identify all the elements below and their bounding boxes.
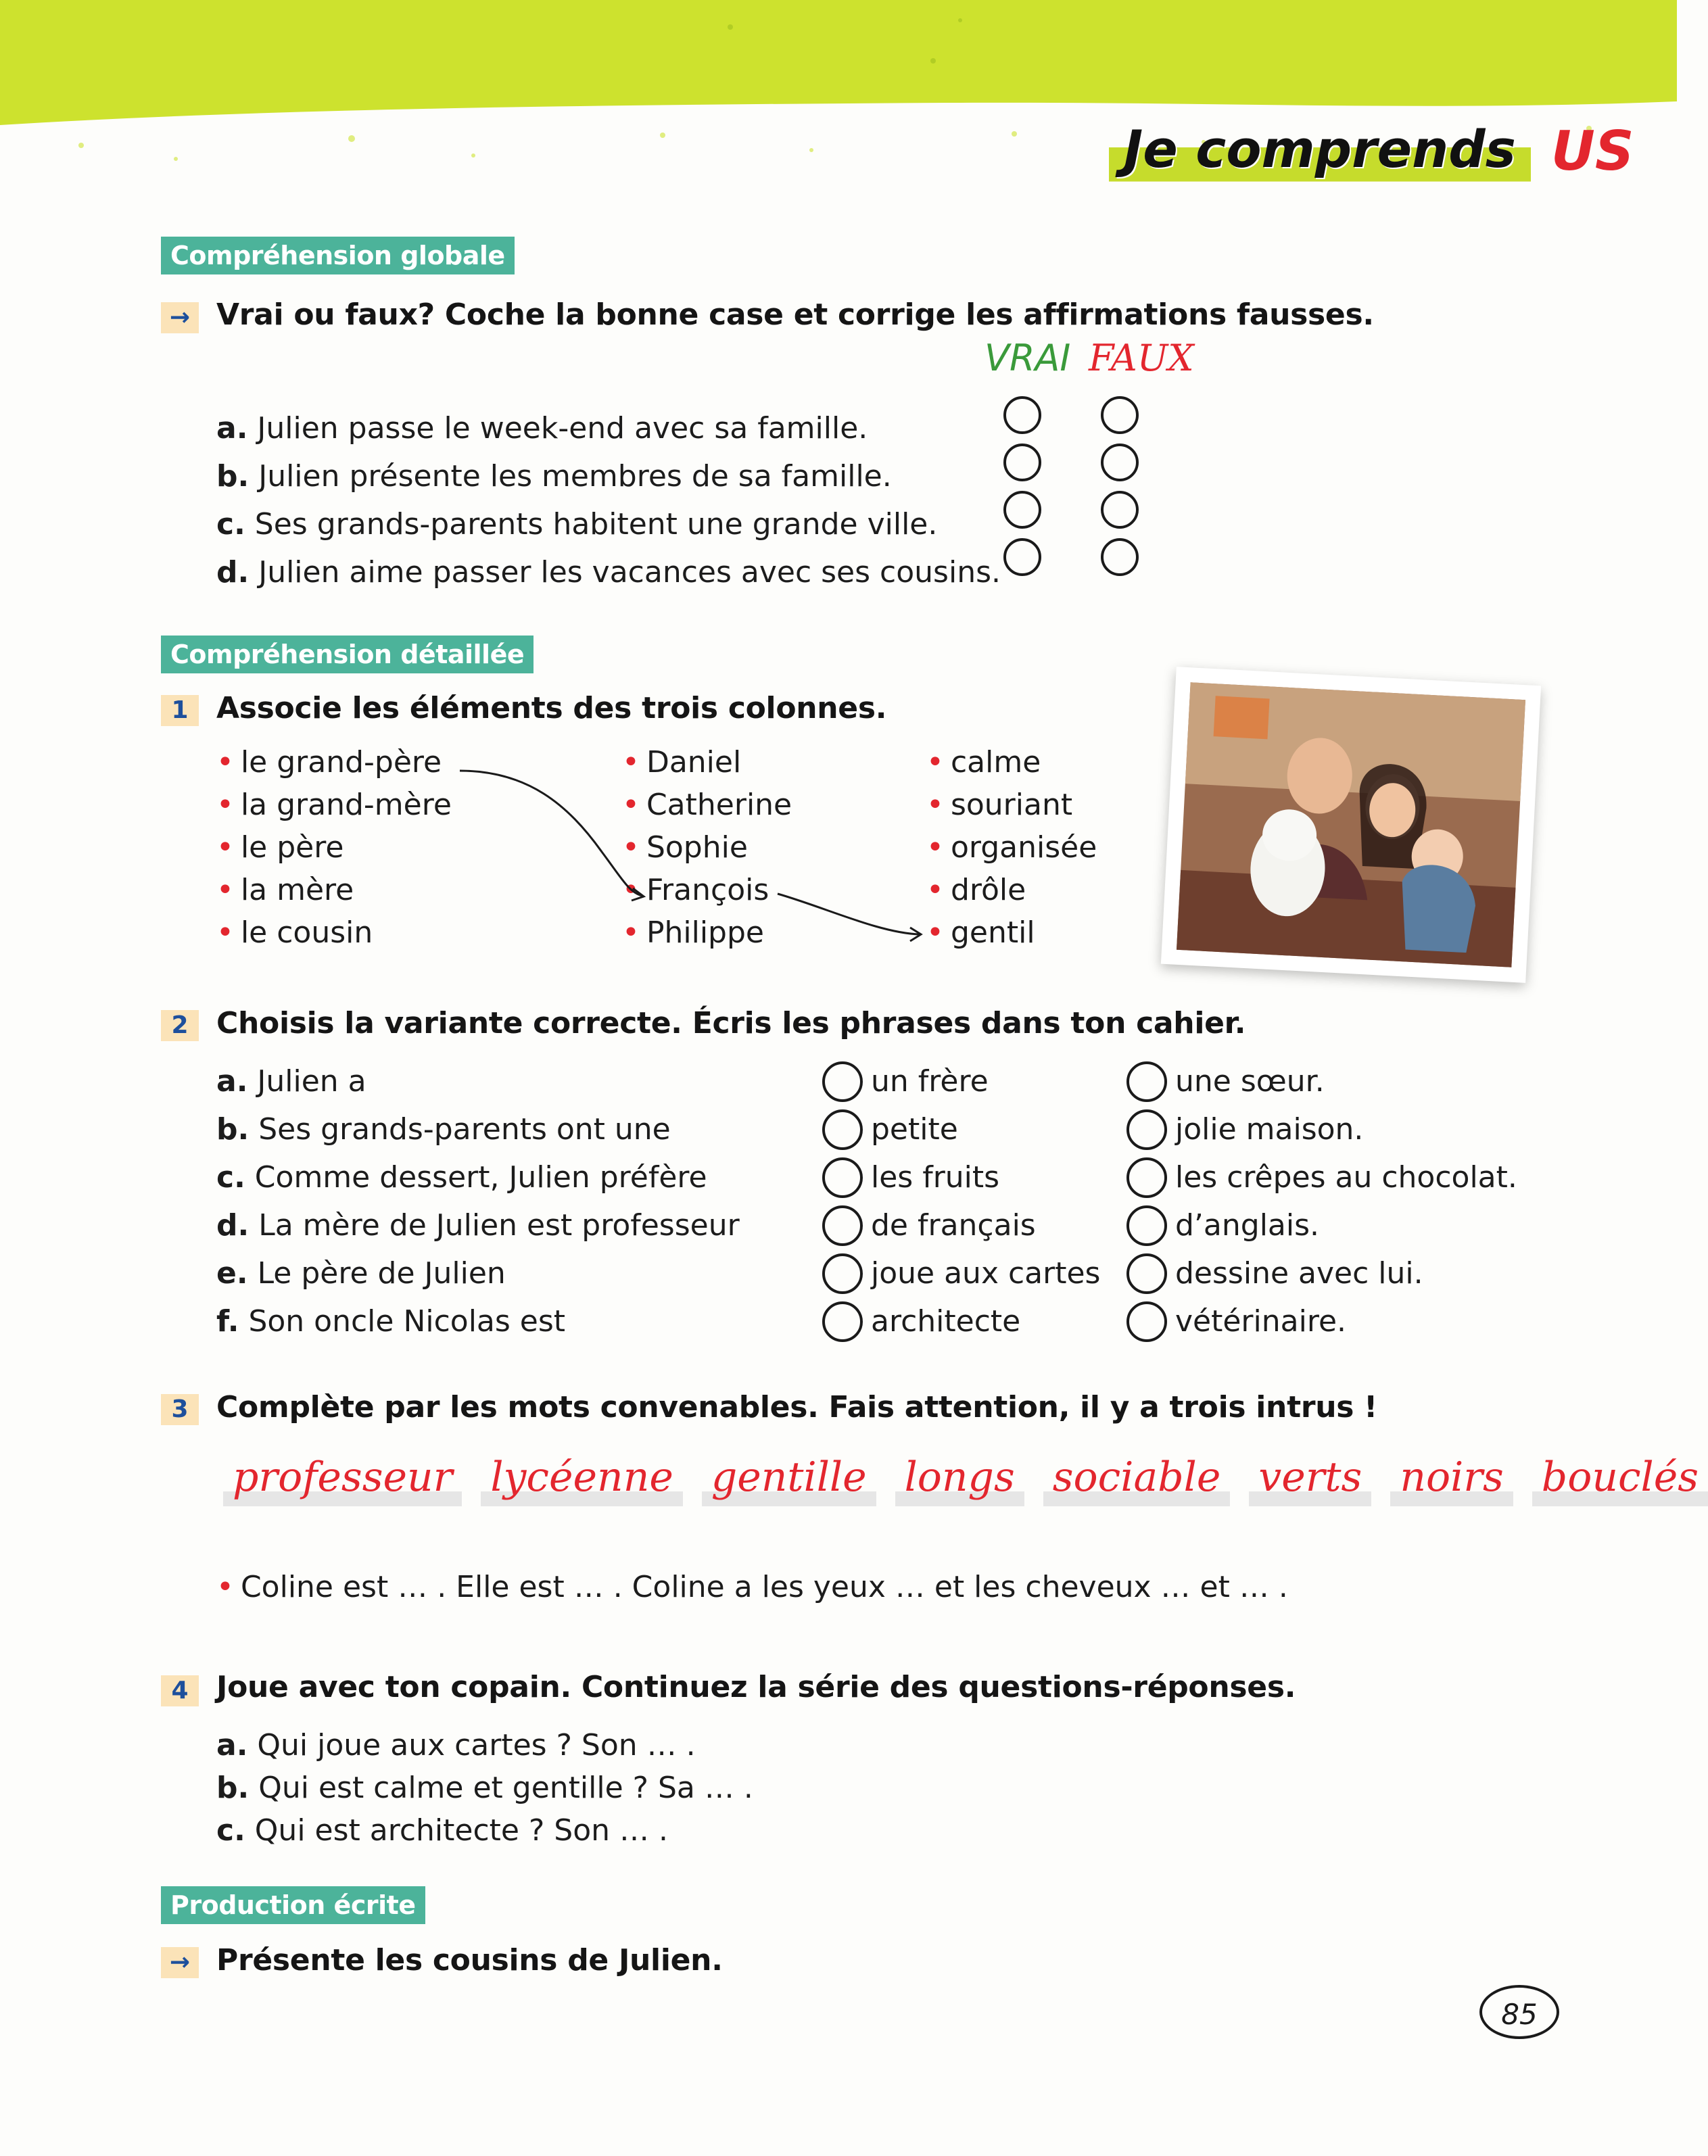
- section-tag-detailed: Compréhension détaillée: [161, 636, 533, 673]
- list-item: • la mère: [216, 873, 354, 907]
- false-checkbox-c[interactable]: [1101, 491, 1139, 529]
- option-row: [822, 1201, 1100, 1249]
- option-label: vétérinaire.: [1175, 1304, 1346, 1339]
- true-checkbox-c[interactable]: [1003, 491, 1041, 529]
- ex2-options-2: [1126, 1057, 1517, 1345]
- option-label: une sœur.: [1175, 1064, 1325, 1099]
- ex2-options-1: [822, 1057, 1100, 1345]
- option-radio[interactable]: [1126, 1157, 1167, 1198]
- word-tag: longs: [895, 1454, 1024, 1506]
- option-label: un frère: [871, 1064, 989, 1099]
- ex2-stem-a: a. Julien a: [216, 1064, 366, 1099]
- option-radio[interactable]: [822, 1301, 863, 1342]
- word-tag: bouclés: [1532, 1454, 1708, 1506]
- question-a: a. Qui joue aux cartes ? Son … .: [216, 1728, 696, 1763]
- word-tag: sociable: [1043, 1454, 1231, 1506]
- option-row: [1126, 1297, 1517, 1345]
- list-item: • organisée: [926, 830, 1097, 865]
- option-label: architecte: [871, 1304, 1021, 1339]
- matching-arrows: [446, 750, 947, 953]
- ex2-stems: [216, 1057, 740, 1345]
- option-row: [1126, 1057, 1517, 1105]
- page-title-suffix: US: [1550, 120, 1634, 183]
- list-item: • souriant: [926, 788, 1073, 822]
- option-radio[interactable]: [1126, 1253, 1167, 1294]
- instruction-ex3: Complète par les mots convenables. Fais attention, il y a trois intrus !: [216, 1390, 1377, 1424]
- option-radio[interactable]: [822, 1157, 863, 1198]
- list-item: • François: [622, 873, 769, 907]
- option-row: [822, 1057, 1100, 1105]
- page-number: 85: [1479, 1985, 1559, 2039]
- arrow-marker-icon: →: [161, 1947, 199, 1978]
- instruction-ex4: Joue avec ton copain. Continuez la série des questions-réponses.: [216, 1670, 1296, 1704]
- section-tag-global: Compréhension globale: [161, 237, 515, 274]
- list-item: • le grand-père: [216, 745, 442, 780]
- list-item: • calme: [926, 745, 1041, 780]
- option-radio[interactable]: [822, 1253, 863, 1294]
- exercise-number-1: 1: [161, 695, 199, 726]
- option-row: [1126, 1105, 1517, 1153]
- exercise-number-2: 2: [161, 1010, 199, 1041]
- option-radio[interactable]: [1126, 1205, 1167, 1246]
- option-radio[interactable]: [822, 1109, 863, 1150]
- option-row: [1126, 1201, 1517, 1249]
- option-radio[interactable]: [822, 1061, 863, 1102]
- family-photo-image: [1161, 667, 1541, 983]
- word-tag: professeur: [223, 1454, 462, 1506]
- ex2-stem-e: e. Le père de Julien: [216, 1256, 506, 1291]
- instruction-global: Vrai ou faux? Coche la bonne case et corrige les affirmations fausses.: [216, 297, 1374, 332]
- option-radio[interactable]: [822, 1205, 863, 1246]
- section-tag-writing: Production écrite: [161, 1886, 425, 1924]
- option-radio[interactable]: [1126, 1301, 1167, 1342]
- list-item: • la grand-mère: [216, 788, 452, 822]
- list-item: • drôle: [926, 873, 1026, 907]
- option-row: [822, 1153, 1100, 1201]
- question-c: c. Qui est architecte ? Son … .: [216, 1813, 669, 1848]
- ex2-stem-d: d. La mère de Julien est professeur: [216, 1208, 740, 1243]
- option-label: dessine avec lui.: [1175, 1256, 1423, 1291]
- list-item: • le père: [216, 830, 344, 865]
- option-label: joue aux cartes: [871, 1256, 1101, 1291]
- exercise-number-4: 4: [161, 1675, 199, 1706]
- ex2-stem-f: f. Son oncle Nicolas est: [216, 1304, 566, 1339]
- option-row: [822, 1249, 1100, 1297]
- page-heading: [1109, 115, 1634, 187]
- option-label: d’anglais.: [1175, 1208, 1320, 1243]
- statement-list: [216, 404, 1001, 596]
- option-label: petite: [871, 1112, 958, 1147]
- word-tag: verts: [1249, 1454, 1371, 1506]
- option-label: les fruits: [871, 1160, 1000, 1195]
- true-checkbox-d[interactable]: [1003, 538, 1041, 576]
- option-label: de français: [871, 1208, 1036, 1243]
- page-title: Je comprends: [1109, 115, 1531, 187]
- list-item: • Daniel: [622, 745, 742, 780]
- option-label: jolie maison.: [1175, 1112, 1364, 1147]
- list-item: • Sophie: [622, 830, 748, 865]
- list-item: • gentil: [926, 915, 1035, 950]
- statement-b: b. Julien présente les membres de sa famille.: [216, 459, 892, 494]
- fill-in-sentence: • Coline est … . Elle est … . Coline a les yeux … et les cheveux … et … .: [216, 1570, 1288, 1604]
- instruction-ex2: Choisis la variante correcte. Écris les phrases dans ton cahier.: [216, 1006, 1246, 1040]
- word-tag: gentille: [702, 1454, 876, 1506]
- false-checkbox-a[interactable]: [1101, 396, 1139, 434]
- true-checkbox-b[interactable]: [1003, 444, 1041, 481]
- column-adjectives: [926, 741, 1097, 954]
- instruction-writing: Présente les cousins de Julien.: [216, 1943, 723, 1978]
- option-radio[interactable]: [1126, 1061, 1167, 1102]
- ex4-questions: [216, 1724, 753, 1852]
- statement-a: a. Julien passe le week-end avec sa famille.: [216, 411, 868, 446]
- list-item: • le cousin: [216, 915, 373, 950]
- ex2-stem-b: b. Ses grands-parents ont une: [216, 1112, 671, 1147]
- word-bank: [223, 1454, 1708, 1506]
- option-row: [822, 1297, 1100, 1345]
- false-checkbox-b[interactable]: [1101, 444, 1139, 481]
- true-checkbox-a[interactable]: [1003, 396, 1041, 434]
- list-item: • Philippe: [622, 915, 764, 950]
- family-photo: [1161, 667, 1541, 983]
- option-row: [822, 1105, 1100, 1153]
- column-family-members: [216, 741, 452, 954]
- column-label-false: FAUX: [1089, 337, 1194, 379]
- option-radio[interactable]: [1126, 1109, 1167, 1150]
- word-tag: lycéenne: [481, 1454, 683, 1506]
- option-label: les crêpes au chocolat.: [1175, 1160, 1517, 1195]
- question-b: b. Qui est calme et gentille ? Sa … .: [216, 1771, 753, 1805]
- ex2-stem-c: c. Comme dessert, Julien préfère: [216, 1160, 707, 1195]
- statement-c: c. Ses grands-parents habitent une grande ville.: [216, 507, 938, 542]
- exercise-number-3: 3: [161, 1394, 199, 1425]
- word-tag: noirs: [1390, 1454, 1513, 1506]
- option-row: [1126, 1153, 1517, 1201]
- arrow-marker-icon: →: [161, 302, 199, 333]
- list-item: • Catherine: [622, 788, 792, 822]
- false-checkbox-d[interactable]: [1101, 538, 1139, 576]
- column-label-true: VRAI: [985, 337, 1071, 379]
- option-row: [1126, 1249, 1517, 1297]
- statement-d: d. Julien aime passer les vacances avec ses cousins.: [216, 555, 1001, 590]
- instruction-ex1: Associe les éléments des trois colonnes.: [216, 691, 887, 725]
